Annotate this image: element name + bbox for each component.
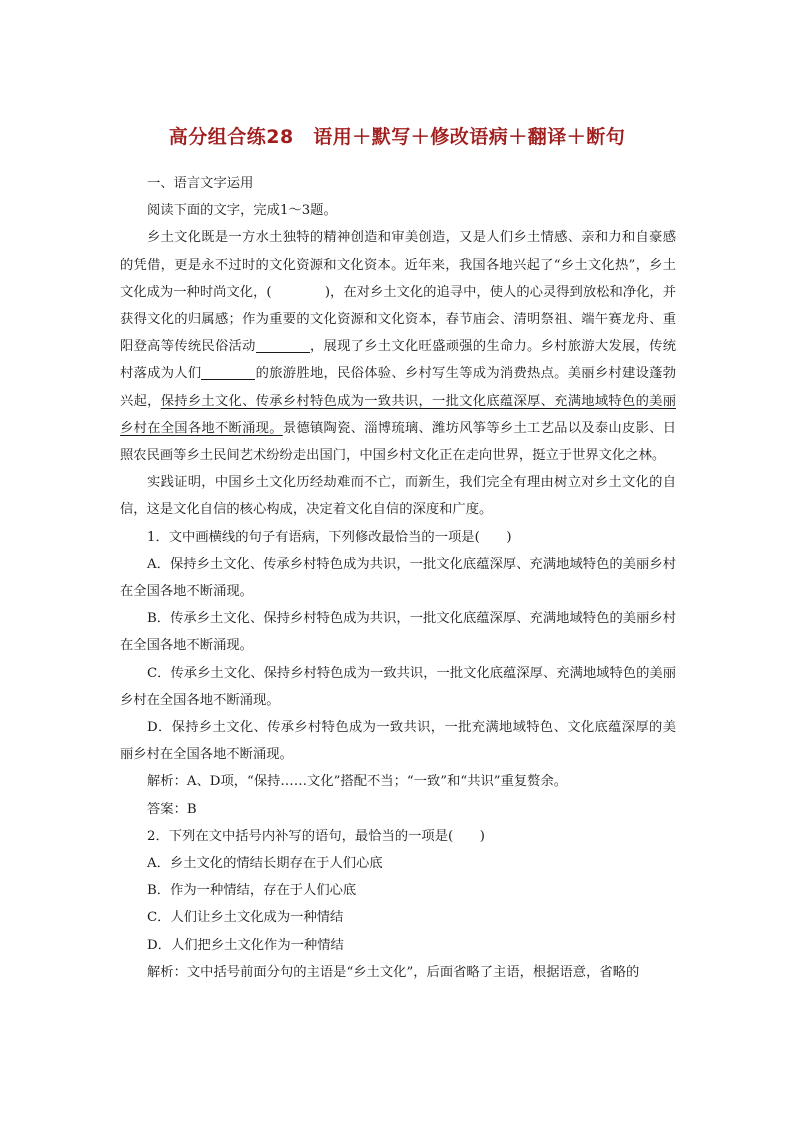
passage-text: 的旅游胜地，民俗体验、乡村写生等成为消费热点。美丽乡村建设蓬勃兴起， bbox=[120, 366, 676, 409]
page-title: 高分组合练28 语用＋默写＋修改语病＋翻译＋断句 bbox=[168, 126, 626, 148]
passage-text: ，展现了乡土文化旺盛顽强的生命力。乡村旅游大发展，传统村落成为人们 bbox=[120, 339, 677, 382]
question-2-stem: 2．下列在文中括号内补写的语句，最恰当的一项是( ) bbox=[147, 828, 485, 844]
question-1-stem: 1．文中画横线的句子有语病，下列修改最恰当的一项是( ) bbox=[147, 529, 512, 545]
question-1-option-c: C．传承乡土文化、保持乡村特色成为一致共识，一批文化底蕴深厚、充满地域特色的美丽乡村在全国各地不断涌现。 bbox=[120, 665, 676, 708]
passage-text: 景德镇陶瓷、淄博琉璃、潍坊风筝等乡土工艺品以及泰山皮影、日照农民画等乡土民间艺术纷纷走出国门，中国乡村文化正在走向世界，挺立于世界文化之林。 bbox=[120, 420, 677, 464]
question-1-option-d: D．保持乡土文化、传承乡村特色成为一致共识，一批充满地域特色、文化底蕴深厚的美丽乡村在全国各地不断涌现。 bbox=[120, 720, 676, 763]
content-body bbox=[120, 170, 676, 986]
question-1-option-b: B．传承乡土文化、保持乡村特色成为共识，一批文化底蕴深厚、充满地域特色的美丽乡村在全国各地不断涌现。 bbox=[120, 611, 676, 654]
question-1-option-a: A．保持乡土文化、传承乡村特色成为共识，一批文化底蕴深厚、充满地域特色的美丽乡村在全国各地不断涌现。 bbox=[120, 556, 676, 600]
fill-in-parenthesis: ( ) bbox=[266, 284, 331, 300]
passage-text: 乡土文化既是一方水土独特的精神创造和审美创造，又是人们乡土情感、亲和力和自豪感的凭借，更是永不过时的文化资源和文化资本。近年来，我国各地兴起了“乡土文化热”，乡土文化成为一种时尚文化， bbox=[120, 230, 676, 300]
question-2-option-c: C．人们让乡土文化成为一种情结 bbox=[147, 910, 344, 926]
fill-in-blank bbox=[256, 336, 310, 353]
section-heading: 一、语言文字运用 bbox=[147, 176, 254, 191]
underlined-sentence: 保持乡土文化、传承乡村特色成为一致共识，一批文化底蕴深厚、充满地域特色的美丽乡村在全国各地不断涌现。 bbox=[120, 393, 676, 436]
question-2-analysis: 解析：文中括号前面分句的主语是“乡土文化”，后面省略了主语，根据语意，省略的 bbox=[147, 964, 640, 980]
question-2-option-d: D．人们把乡土文化作为一种情结 bbox=[147, 937, 344, 953]
fill-in-blank bbox=[201, 363, 255, 380]
passage-text: ，在对乡土文化的追寻中，使人的心灵得到放松和净化，并获得文化的归属感；作为重要的文化资源和文化资本，春节庙会、清明祭祖、端午赛龙舟、重阳登高等传统民俗活动 bbox=[120, 284, 677, 355]
passage-paragraph-2: 实践证明，中国乡土文化历经劫难而不亡，而新生，我们完全有理由树立对乡土文化的自信，这是文化自信的核心构成，决定着文化自信的深度和广度。 bbox=[120, 475, 676, 518]
passage-paragraph-1 bbox=[120, 224, 676, 469]
question-2-option-a: A．乡土文化的情结长期存在于人们心底 bbox=[147, 856, 383, 872]
question-1-analysis: 解析：A、D项，“保持……文化”搭配不当；“一致”和“共识”重复赘余。 bbox=[147, 774, 568, 790]
question-2-option-b: B．作为一种情结，存在于人们心底 bbox=[147, 883, 357, 899]
instruction: 阅读下面的文字，完成1～3题。 bbox=[147, 203, 337, 219]
question-1-answer: 答案：B bbox=[147, 801, 197, 817]
